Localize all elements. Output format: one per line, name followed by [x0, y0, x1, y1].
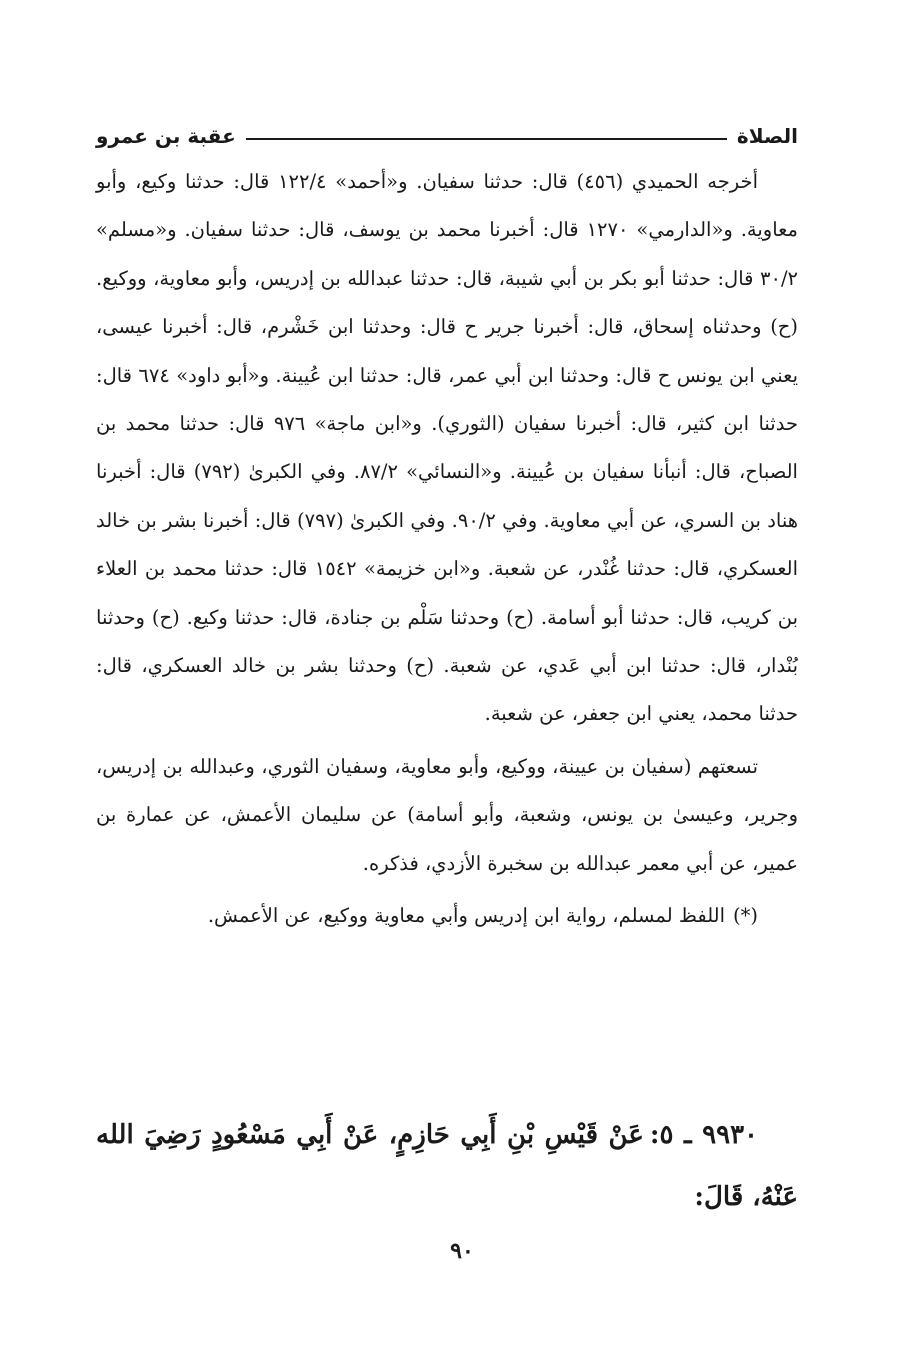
header-rule	[246, 138, 727, 140]
hadith-entry	[96, 1104, 798, 1228]
companion-name: عقبة بن عمرو	[96, 124, 236, 148]
sources-paragraph: أخرجه الحميدي (٤٥٦) قال: حدثنا سفيان. و«أحمد» ١٢٢/٤ قال: حدثنا وكيع، وأبو معاوية. و«الدارمي» ١٢٧٠ قال: أخبرنا محمد بن يوسف، قال: حدثنا سفيان. و«مسلم» ٣٠/٢ قال: حدثنا أبو بكر بن أبي شيبة، قال: حدثنا عبدالله بن إدريس، وأبو معاوية، ووكيع. (ح) وحدثناه إسحاق، قال: أخبرنا جرير ح قال: وحدثنا ابن خَشْرم، قال: أخبرنا عيسى، يعني ابن يونس ح قال: وحدثنا ابن أبي عمر، قال: حدثنا ابن عُيينة. و«أبو داود» ٦٧٤ قال: حدثنا ابن كثير، قال: أخبرنا سفيان (الثوري). و«ابن ماجة» ٩٧٦ قال: حدثنا محمد بن الصباح، قال: أنبأنا سفيان بن عُيينة. و«النسائي» ٨٧/٢. وفي الكبرىٰ (٧٩٢) قال: أخبرنا هناد بن السري، عن أبي معاوية. وفي ٩٠/٢. وفي الكبرىٰ (٧٩٧) قال: أخبرنا بشر بن خالد العسكري، قال: حدثنا غُنْدر، عن شعبة. و«ابن خزيمة» ١٥٤٢ قال: حدثنا محمد بن العلاء بن كريب، قال: حدثنا أبو أسامة. (ح) وحدثنا سَلْم بن جنادة، قال: حدثنا وكيع. (ح) وحدثنا بُنْدار، قال: حدثنا ابن أبي عَدي، عن شعبة. (ح) وحدثنا بشر بن خالد العسكري، قال: حدثنا محمد، يعني ابن جعفر، عن شعبة.	[96, 170, 799, 726]
chapter-title: الصلاة	[736, 124, 798, 148]
footnote	[96, 892, 798, 940]
hadith-text: عَنْ قَيْسِ بْنِ أَبِي حَازِمٍ، عَنْ أَبِي مَسْعُودٍ رَضِيَ الله عَنْهُ، قَالَ:	[96, 1120, 798, 1212]
footnote-marker: (*)	[733, 904, 758, 928]
hadith-paragraph	[96, 1104, 798, 1228]
running-head	[96, 112, 798, 148]
takhrij-section	[96, 158, 798, 941]
narrators-paragraph: تسعتهم (سفيان بن عيينة، ووكيع، وأبو معاوية، وسفيان الثوري، وعبدالله بن إدريس، وجرير، وعيسىٰ بن يونس، وشعبة، وأبو أسامة) عن سليمان الأعمش، عن عمارة بن عمير، عن أبي معمر عبدالله بن سخبرة الأزدي، فذكره.	[96, 754, 798, 875]
footnote-text: اللفظ لمسلم، رواية ابن إدريس وأبي معاوية ووكيع، عن الأعمش.	[207, 904, 726, 928]
hadith-number: ٩٩٣٠ ـ ٥:	[649, 1120, 758, 1150]
page-number: ٩٠	[450, 1238, 474, 1264]
